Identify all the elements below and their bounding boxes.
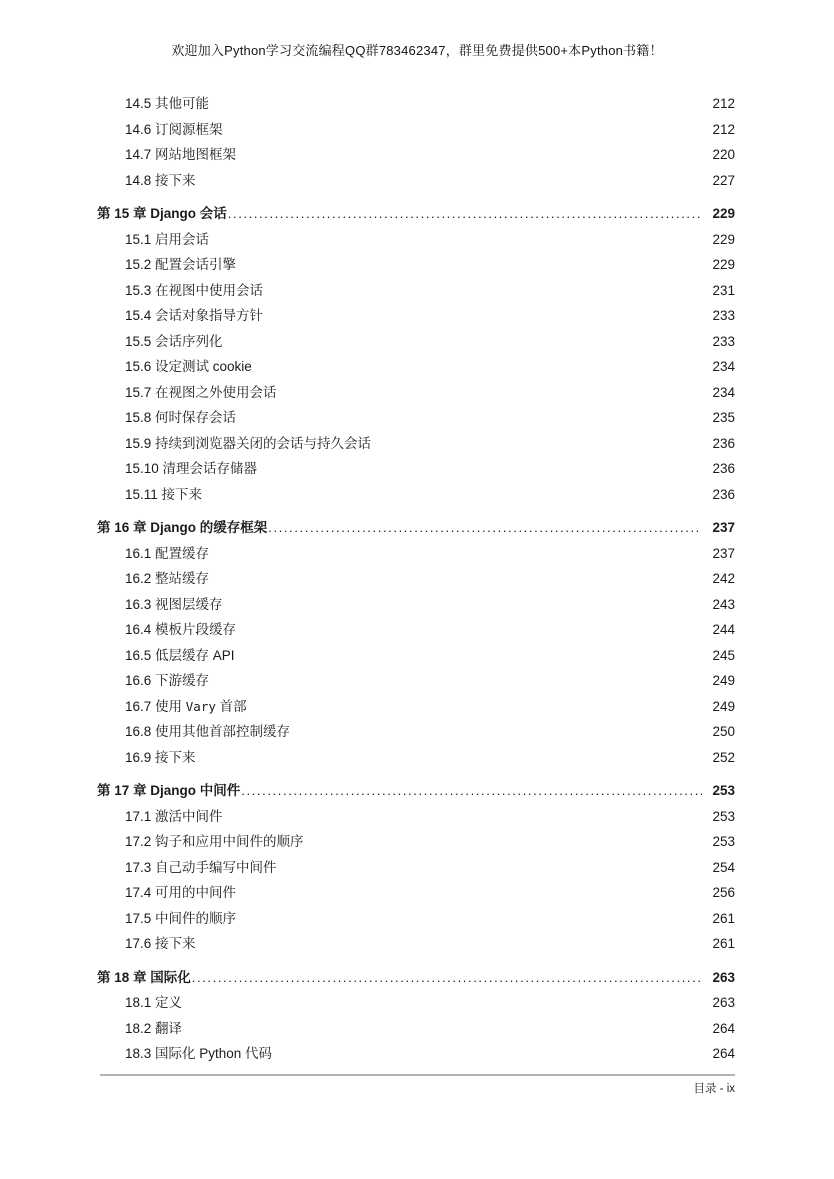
toc-entry-page: 220 bbox=[712, 147, 735, 162]
toc-entry-page: 254 bbox=[712, 859, 735, 875]
toc-entry-label: 15.3 在视图中使用会话 bbox=[125, 282, 264, 298]
toc-entry-page: 249 bbox=[712, 698, 735, 714]
toc-entry[interactable] bbox=[97, 643, 735, 669]
toc-entry-page: 253 bbox=[712, 808, 735, 824]
toc-entry[interactable] bbox=[97, 431, 735, 457]
toc-entry[interactable] bbox=[97, 694, 735, 720]
toc-entry[interactable] bbox=[97, 515, 735, 541]
toc-entry-page: 253 bbox=[712, 783, 735, 798]
toc-entry-page: 242 bbox=[712, 571, 735, 586]
toc-entry[interactable] bbox=[97, 745, 735, 771]
dot-leader bbox=[192, 965, 702, 991]
toc-entry[interactable] bbox=[97, 668, 735, 694]
toc-entry-page: 234 bbox=[712, 384, 735, 400]
toc-entry-label: 14.5 其他可能 bbox=[125, 96, 210, 111]
toc-entry-page: 261 bbox=[712, 936, 735, 951]
toc-entry[interactable] bbox=[97, 990, 735, 1016]
toc-entry[interactable] bbox=[97, 855, 735, 881]
toc-entry[interactable] bbox=[97, 1016, 735, 1042]
toc-entry-label: 16.3 视图层缓存 bbox=[125, 596, 223, 612]
toc-entry-label: 第 15 章 Django 会话 bbox=[97, 206, 227, 221]
dot-leader bbox=[268, 515, 702, 541]
toc-entry-label: 17.6 接下来 bbox=[125, 936, 196, 951]
toc-entry-label: 15.7 在视图之外使用会话 bbox=[125, 384, 277, 400]
toc-entry[interactable] bbox=[97, 482, 735, 508]
toc-entry-page: 212 bbox=[712, 96, 735, 111]
toc-entry-label: 16.8 使用其他首部控制缓存 bbox=[125, 724, 291, 739]
toc-entry-label: 15.4 会话对象指导方针 bbox=[125, 308, 264, 323]
toc-entry-page: 263 bbox=[712, 969, 735, 985]
toc-entry-label: 18.2 翻译 bbox=[125, 1020, 183, 1036]
toc-entry[interactable] bbox=[97, 778, 735, 804]
toc-entry[interactable] bbox=[97, 829, 735, 855]
toc-entry-label: 16.1 配置缓存 bbox=[125, 545, 210, 561]
toc-entry-label: 15.11 接下来 bbox=[125, 486, 203, 502]
toc-entry-label: 15.9 持续到浏览器关闭的会话与持久会话 bbox=[125, 435, 372, 451]
toc-entry-label: 15.8 何时保存会话 bbox=[125, 410, 237, 425]
toc-entry[interactable] bbox=[97, 227, 735, 253]
toc-entry-page: 261 bbox=[712, 910, 735, 926]
toc-entry-page: 253 bbox=[712, 834, 735, 849]
toc-entry[interactable] bbox=[97, 566, 735, 592]
toc-entry-page: 263 bbox=[712, 995, 735, 1010]
dot-leader bbox=[228, 201, 702, 227]
toc-entry-page: 231 bbox=[712, 282, 735, 298]
toc-entry[interactable] bbox=[97, 541, 735, 567]
toc-entry-label: 第 17 章 Django 中间件 bbox=[97, 783, 241, 798]
toc-entry[interactable] bbox=[97, 91, 735, 117]
toc-entry-page: 233 bbox=[712, 333, 735, 349]
toc-entry-page: 252 bbox=[712, 749, 735, 765]
footer-divider bbox=[100, 1074, 735, 1076]
toc-entry[interactable] bbox=[97, 456, 735, 482]
toc-entry-page: 212 bbox=[712, 121, 735, 137]
toc-entry-label: 16.7 使用 Vary 首部 bbox=[125, 698, 247, 714]
toc-entry[interactable] bbox=[97, 278, 735, 304]
toc-entry[interactable] bbox=[97, 168, 735, 194]
toc-entry-page: 236 bbox=[712, 435, 735, 451]
toc-entry[interactable] bbox=[97, 965, 735, 991]
toc-entry-page: 237 bbox=[712, 545, 735, 561]
toc-entry-page: 229 bbox=[712, 231, 735, 247]
toc-entry-page: 264 bbox=[712, 1046, 735, 1061]
toc-entry[interactable] bbox=[97, 142, 735, 168]
page-footer-label: 目录 - ix bbox=[693, 1083, 735, 1095]
toc-entry-label: 14.7 网站地图框架 bbox=[125, 147, 237, 162]
toc-entry-label: 18.1 定义 bbox=[125, 995, 183, 1010]
toc-entry[interactable] bbox=[97, 117, 735, 143]
toc-entry-page: 229 bbox=[712, 206, 735, 221]
toc-entry-label: 16.5 低层缓存 API bbox=[125, 647, 235, 663]
toc-entry-label: 14.6 订阅源框架 bbox=[125, 121, 223, 137]
toc-entry-label: 16.6 下游缓存 bbox=[125, 673, 210, 688]
toc-entry[interactable] bbox=[97, 719, 735, 745]
toc-entry[interactable] bbox=[97, 880, 735, 906]
toc-entry-page: 229 bbox=[712, 257, 735, 272]
toc-entry-page: 236 bbox=[712, 486, 735, 502]
toc-entry-label: 15.10 清理会话存储器 bbox=[125, 461, 258, 476]
toc-entry-label: 第 18 章 国际化 bbox=[97, 969, 191, 985]
toc-entry-page: 264 bbox=[712, 1020, 735, 1036]
toc-entry-label: 15.2 配置会话引擎 bbox=[125, 257, 237, 272]
toc-entry[interactable] bbox=[97, 617, 735, 643]
dot-leader bbox=[241, 778, 702, 804]
toc-entry-page: 235 bbox=[712, 410, 735, 425]
toc-entry-page: 256 bbox=[712, 885, 735, 900]
inline-code: Vary bbox=[185, 698, 216, 714]
toc-entry-label: 16.9 接下来 bbox=[125, 749, 196, 765]
toc-entry-label: 第 16 章 Django 的缓存框架 bbox=[97, 520, 268, 535]
toc-entry-label: 18.3 国际化 Python 代码 bbox=[125, 1046, 273, 1061]
toc-entry-label: 16.2 整站缓存 bbox=[125, 571, 210, 586]
toc-entry[interactable] bbox=[97, 201, 735, 227]
toc-entry-label: 15.1 启用会话 bbox=[125, 231, 210, 247]
toc-entry-label: 15.5 会话序列化 bbox=[125, 333, 223, 349]
toc-entry[interactable] bbox=[97, 804, 735, 830]
toc-entry-label: 15.6 设定测试 cookie bbox=[125, 359, 252, 374]
toc-entry[interactable] bbox=[97, 329, 735, 355]
toc-entry[interactable] bbox=[97, 354, 735, 380]
header-notice: 欢迎加入Python学习交流编程QQ群783462347，群里免费提供500+本Python书籍！ bbox=[171, 43, 663, 58]
toc-entry-page: 234 bbox=[712, 359, 735, 374]
toc-entry-label: 17.3 自己动手编写中间件 bbox=[125, 859, 277, 875]
toc-entry-page: 245 bbox=[712, 647, 735, 663]
toc-entry[interactable] bbox=[97, 252, 735, 278]
toc-entry[interactable] bbox=[97, 1041, 735, 1067]
toc-entry[interactable] bbox=[97, 405, 735, 431]
toc-entry-label: 17.2 钩子和应用中间件的顺序 bbox=[125, 834, 304, 849]
toc-entry-page: 249 bbox=[712, 673, 735, 688]
toc-entry-page: 244 bbox=[712, 622, 735, 637]
toc-list bbox=[97, 91, 735, 1067]
toc-entry[interactable] bbox=[97, 931, 735, 957]
toc-entry[interactable] bbox=[97, 592, 735, 618]
toc-entry-page: 250 bbox=[712, 724, 735, 739]
toc-entry-label: 17.5 中间件的顺序 bbox=[125, 910, 237, 926]
toc-entry-label: 16.4 模板片段缓存 bbox=[125, 622, 237, 637]
toc-entry-page: 236 bbox=[712, 461, 735, 476]
toc-entry-page: 233 bbox=[712, 308, 735, 323]
toc-entry[interactable] bbox=[97, 906, 735, 932]
toc-entry-label: 14.8 接下来 bbox=[125, 172, 196, 188]
toc-entry[interactable] bbox=[97, 380, 735, 406]
toc-entry-page: 237 bbox=[712, 520, 735, 535]
toc-entry-label: 17.1 激活中间件 bbox=[125, 808, 223, 824]
toc-entry-page: 243 bbox=[712, 596, 735, 612]
toc-entry-label: 17.4 可用的中间件 bbox=[125, 885, 237, 900]
toc-entry-page: 227 bbox=[712, 172, 735, 188]
toc-entry[interactable] bbox=[97, 303, 735, 329]
